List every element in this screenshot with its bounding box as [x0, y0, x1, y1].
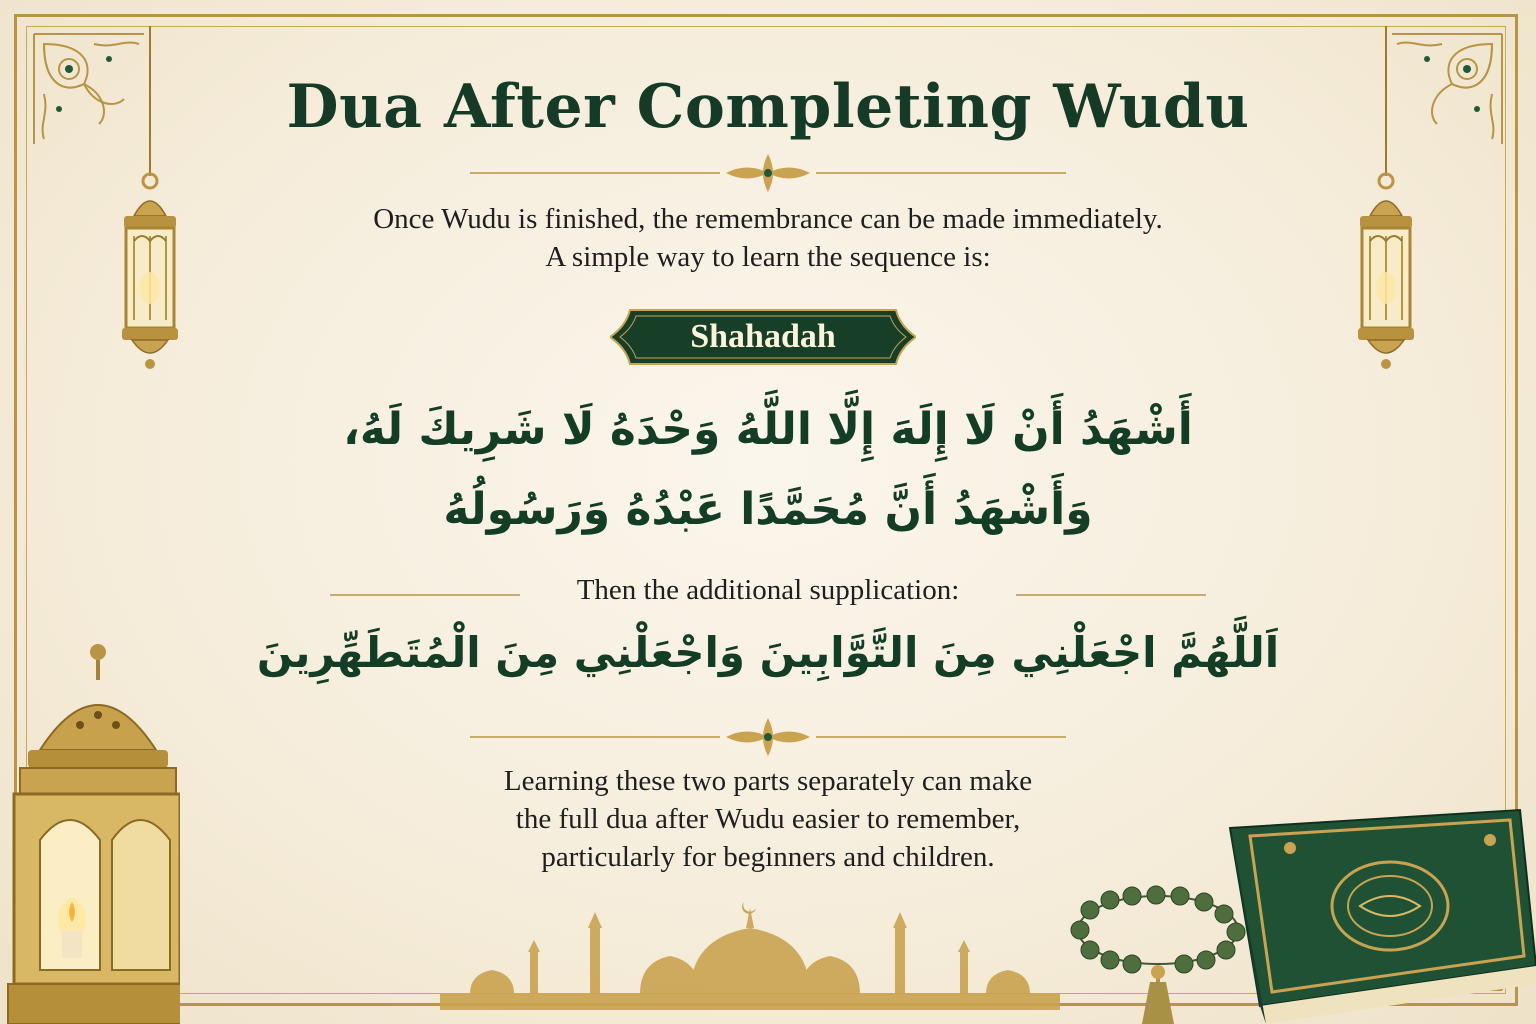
- closing-line-2: the full dua after Wudu easier to remember,: [515, 803, 1021, 835]
- supplication-arabic: اَللَّهُمَّ اجْعَلْنِي مِنَ التَّوَّابِينَ وَاجْعَلْنِي مِنَ الْمُتَطَهِّرِينَ: [256, 628, 1280, 677]
- page-title: Dua After Completing Wudu: [286, 72, 1250, 142]
- intro-text: [0, 200, 1536, 276]
- shahadah-line-2: وَأَشْهَدُ أَنَّ مُحَمَّدًا عَبْدُهُ وَرَسُولُهُ: [443, 484, 1093, 535]
- closing-text: [0, 762, 1536, 876]
- closing-line-3: particularly for beginners and children.: [541, 841, 995, 873]
- floral-divider-icon: [470, 714, 1066, 760]
- closing-line-1: Learning these two parts separately can make: [503, 765, 1033, 797]
- intro-line-1: Once Wudu is finished, the remembrance can be made immediately.: [373, 203, 1163, 235]
- section-badge: Shahadah: [690, 318, 836, 355]
- shahadah-line-1: أَشْهَدُ أَنْ لَا إِلَهَ إِلَّا اللَّهُ وَحْدَهُ لَا شَرِيكَ لَهُ،: [343, 404, 1193, 455]
- mosque-silhouette-icon: [440, 898, 1060, 1010]
- shahadah-arabic: [0, 390, 1536, 550]
- intro-line-2: A simple way to learn the sequence is:: [545, 241, 991, 273]
- supplication-heading: Then the additional supplication:: [576, 574, 960, 606]
- floral-divider-icon: [470, 150, 1066, 196]
